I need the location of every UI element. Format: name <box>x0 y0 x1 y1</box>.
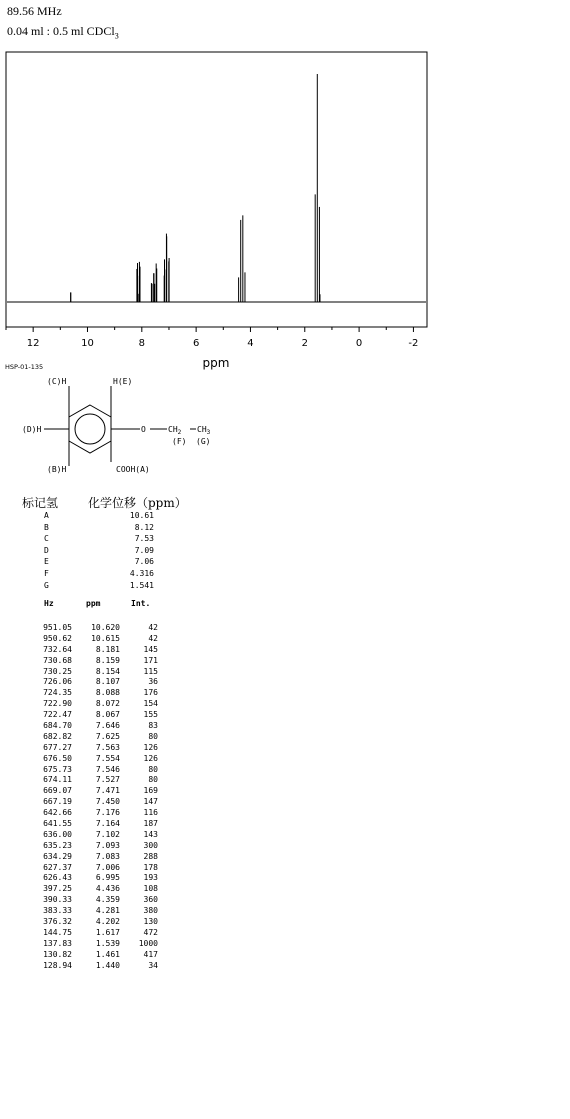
assignment-shift: 7.09 <box>134 545 154 555</box>
peak-ppm: 1.539 <box>95 938 120 948</box>
peak-hz: 677.27 <box>43 742 72 752</box>
peak-ppm: 7.646 <box>95 721 120 731</box>
peak-row <box>0 732 300 743</box>
spectrometer-frequency: 89.56 MHz <box>7 4 62 18</box>
assignment-row <box>0 534 300 546</box>
peak-ppm: 7.625 <box>95 731 120 741</box>
peak-int: 187 <box>143 819 158 829</box>
peak-hz: 684.70 <box>43 721 72 731</box>
peak-ppm: 8.088 <box>95 688 120 698</box>
peak-int: 472 <box>143 927 158 937</box>
peak-ppm: 7.450 <box>95 797 120 807</box>
x-tick-label: 8 <box>138 338 145 349</box>
peak-hz: 730.68 <box>43 655 72 665</box>
peak-row <box>0 819 300 830</box>
x-tick-label: 2 <box>301 338 308 349</box>
molecular-structure <box>0 370 260 482</box>
peak-int: 126 <box>143 742 158 752</box>
assignment-shift: 8.12 <box>134 522 154 532</box>
peak-table <box>0 623 300 972</box>
peak-ppm: 8.067 <box>95 710 120 720</box>
peak-int: 36 <box>148 677 158 687</box>
assignment-label: F <box>44 568 49 578</box>
peak-int: 288 <box>143 851 158 861</box>
peak-row <box>0 906 300 917</box>
peak-ppm: 8.072 <box>95 699 120 709</box>
peak-ppm: 7.563 <box>95 742 120 752</box>
peak-int: 108 <box>143 884 158 894</box>
peak-int: 1000 <box>138 938 158 948</box>
peak-int: 42 <box>148 633 158 643</box>
peak-row <box>0 863 300 874</box>
peak-int: 34 <box>148 960 158 970</box>
peak-row <box>0 699 300 710</box>
peak-int: 130 <box>143 917 158 927</box>
x-axis-label: ppm <box>202 356 230 370</box>
peak-ppm: 7.102 <box>95 829 120 839</box>
assignment-shift: 1.541 <box>129 580 154 590</box>
assignment-label: C <box>44 534 49 544</box>
assignment-shift: 7.53 <box>134 534 154 544</box>
sample-id: HSP-01-135 <box>5 363 44 371</box>
peak-row <box>0 884 300 895</box>
peak-hz: 128.94 <box>43 960 72 970</box>
label-hc: (C)H <box>47 377 67 386</box>
peak-hz: 676.50 <box>43 753 72 763</box>
peak-ppm: 7.164 <box>95 819 120 829</box>
x-tick-label: 12 <box>26 338 40 349</box>
assignment-row <box>0 546 300 558</box>
x-tick-label: 0 <box>355 338 363 349</box>
peak-hz: 634.29 <box>43 851 72 861</box>
peak-int: 380 <box>143 906 158 916</box>
peak-ppm: 7.093 <box>95 840 120 850</box>
peak-hz: 383.33 <box>43 906 72 916</box>
assignment-row <box>0 569 300 581</box>
nmr-spectrum-chart <box>0 40 432 370</box>
peak-hz: 641.55 <box>43 819 72 829</box>
peak-hz: 950.62 <box>43 633 72 643</box>
peak-row <box>0 623 300 634</box>
peak-int: 169 <box>143 786 158 796</box>
peak-ppm: 10.620 <box>91 623 120 632</box>
peak-row <box>0 645 300 656</box>
assignment-row <box>0 581 300 593</box>
assignment-col-label: 标记氢 <box>22 496 59 510</box>
peak-ppm: 7.471 <box>95 786 120 796</box>
peak-ppm: 7.554 <box>95 753 120 763</box>
label-ch3 <box>197 425 211 436</box>
label-o: O <box>141 425 146 434</box>
peak-hz: 951.05 <box>43 623 72 632</box>
peak-ppm: 4.202 <box>95 917 120 927</box>
peak-hz: 627.37 <box>43 862 72 872</box>
assignment-shift: 7.06 <box>134 557 154 567</box>
peak-int: 145 <box>143 644 158 654</box>
peak-ppm: 1.617 <box>95 927 120 937</box>
peak-hz: 726.06 <box>43 677 72 687</box>
peak-int: 80 <box>148 764 158 774</box>
assignment-row <box>0 511 300 523</box>
assignment-col-shift: 化学位移（ppm） <box>88 496 187 510</box>
peak-row <box>0 786 300 797</box>
x-tick-label: -2 <box>408 338 419 349</box>
peak-row <box>0 656 300 667</box>
label-ch2 <box>168 425 182 436</box>
peak-ppm: 8.107 <box>95 677 120 687</box>
label-cooh: COOH(A) <box>116 465 150 474</box>
peak-row <box>0 797 300 808</box>
peak-row <box>0 710 300 721</box>
assignment-row <box>0 557 300 569</box>
peak-hz: 730.25 <box>43 666 72 676</box>
peak-row <box>0 950 300 961</box>
peak-row <box>0 873 300 884</box>
peak-row <box>0 917 300 928</box>
peak-ppm: 7.006 <box>95 862 120 872</box>
peak-row <box>0 939 300 950</box>
peak-ppm: 8.154 <box>95 666 120 676</box>
sample-concentration-subscript: 3 <box>114 31 119 41</box>
assignment-label: G <box>44 580 49 590</box>
peak-ppm: 4.281 <box>95 906 120 916</box>
assignment-shift: 4.316 <box>129 568 154 578</box>
peak-hz: 682.82 <box>43 731 72 741</box>
peak-row <box>0 688 300 699</box>
peak-int: 116 <box>143 808 158 818</box>
peak-hz: 376.32 <box>43 917 72 927</box>
peak-ppm: 1.440 <box>95 960 120 970</box>
label-hb: (B)H <box>47 465 67 474</box>
assignment-shift: 10.61 <box>129 511 154 520</box>
peak-int: 80 <box>148 775 158 785</box>
peak-int: 193 <box>143 873 158 883</box>
peak-hz: 130.82 <box>43 949 72 959</box>
peak-ppm: 4.436 <box>95 884 120 894</box>
x-tick-label: 4 <box>247 338 254 349</box>
peak-int: 42 <box>148 623 158 632</box>
peak-int: 171 <box>143 655 158 665</box>
assignment-label: E <box>44 557 49 567</box>
peak-row <box>0 852 300 863</box>
peak-ppm: 8.181 <box>95 644 120 654</box>
peak-hz: 669.07 <box>43 786 72 796</box>
peak-ppm: 10.615 <box>91 633 120 643</box>
assignment-row <box>0 523 300 535</box>
label-ch3-text: CH <box>197 425 207 434</box>
peak-hz: 626.43 <box>43 873 72 883</box>
peak-row <box>0 743 300 754</box>
label-hd: (D)H <box>22 425 42 434</box>
peak-row <box>0 895 300 906</box>
peak-hz: 635.23 <box>43 840 72 850</box>
peak-ppm: 7.546 <box>95 764 120 774</box>
peak-hz: 674.11 <box>43 775 72 785</box>
peak-row <box>0 754 300 765</box>
peak-int: 80 <box>148 731 158 741</box>
peak-row <box>0 775 300 786</box>
label-f: (F) <box>172 437 187 446</box>
assignment-table <box>0 511 300 592</box>
peak-int: 417 <box>143 949 158 959</box>
peak-row <box>0 808 300 819</box>
peak-int: 147 <box>143 797 158 807</box>
label-g: (G) <box>196 437 211 446</box>
peak-ppm: 6.995 <box>95 873 120 883</box>
peak-row <box>0 634 300 645</box>
peak-row <box>0 677 300 688</box>
peak-hz: 636.00 <box>43 829 72 839</box>
peak-row <box>0 830 300 841</box>
sample-concentration <box>7 24 119 40</box>
x-tick-label: 10 <box>81 338 94 349</box>
peak-hz: 642.66 <box>43 808 72 818</box>
peak-col-ppm: ppm <box>86 599 101 608</box>
peak-int: 126 <box>143 753 158 763</box>
peak-hz: 675.73 <box>43 764 72 774</box>
label-ch2-text: CH <box>168 425 178 434</box>
peak-ppm: 8.159 <box>95 655 120 665</box>
peak-col-hz: Hz <box>44 599 54 608</box>
peak-int: 360 <box>143 895 158 905</box>
peak-ppm: 7.527 <box>95 775 120 785</box>
peak-ppm: 7.083 <box>95 851 120 861</box>
peak-table-header <box>0 599 300 611</box>
peak-int: 143 <box>143 829 158 839</box>
plot-frame <box>6 52 427 327</box>
peak-col-int: Int. <box>131 599 151 608</box>
peak-hz: 724.35 <box>43 688 72 698</box>
peak-row <box>0 841 300 852</box>
peak-int: 178 <box>143 862 158 872</box>
peak-hz: 732.64 <box>43 644 72 654</box>
peak-ppm: 1.461 <box>95 949 120 959</box>
peak-int: 154 <box>143 699 158 709</box>
peak-int: 155 <box>143 710 158 720</box>
aromatic-circle <box>75 414 105 444</box>
peak-row <box>0 961 300 972</box>
peak-hz: 722.90 <box>43 699 72 709</box>
peak-int: 115 <box>143 666 158 676</box>
peak-hz: 722.47 <box>43 710 72 720</box>
peak-hz: 144.75 <box>43 927 72 937</box>
peak-row <box>0 928 300 939</box>
x-axis-ticks <box>6 327 418 349</box>
label-ch2-sub: 2 <box>177 429 182 436</box>
label-he: H(E) <box>113 377 133 386</box>
x-tick-label: 6 <box>192 338 200 349</box>
assignment-label: B <box>44 522 49 532</box>
peak-int: 83 <box>148 721 158 731</box>
assignment-label: D <box>44 545 49 555</box>
sample-concentration-text: 0.04 ml : 0.5 ml CDCl <box>7 24 115 38</box>
peak-hz: 667.19 <box>43 797 72 807</box>
peak-row <box>0 721 300 732</box>
peak-hz: 397.25 <box>43 884 72 894</box>
label-ch3-sub: 3 <box>206 429 211 436</box>
peak-hz: 137.83 <box>43 938 72 948</box>
peak-int: 300 <box>143 840 158 850</box>
peak-ppm: 4.359 <box>95 895 120 905</box>
peak-int: 176 <box>143 688 158 698</box>
peak-ppm: 7.176 <box>95 808 120 818</box>
peak-row <box>0 765 300 776</box>
peak-row <box>0 667 300 678</box>
peak-hz: 390.33 <box>43 895 72 905</box>
assignment-label: A <box>44 511 49 520</box>
